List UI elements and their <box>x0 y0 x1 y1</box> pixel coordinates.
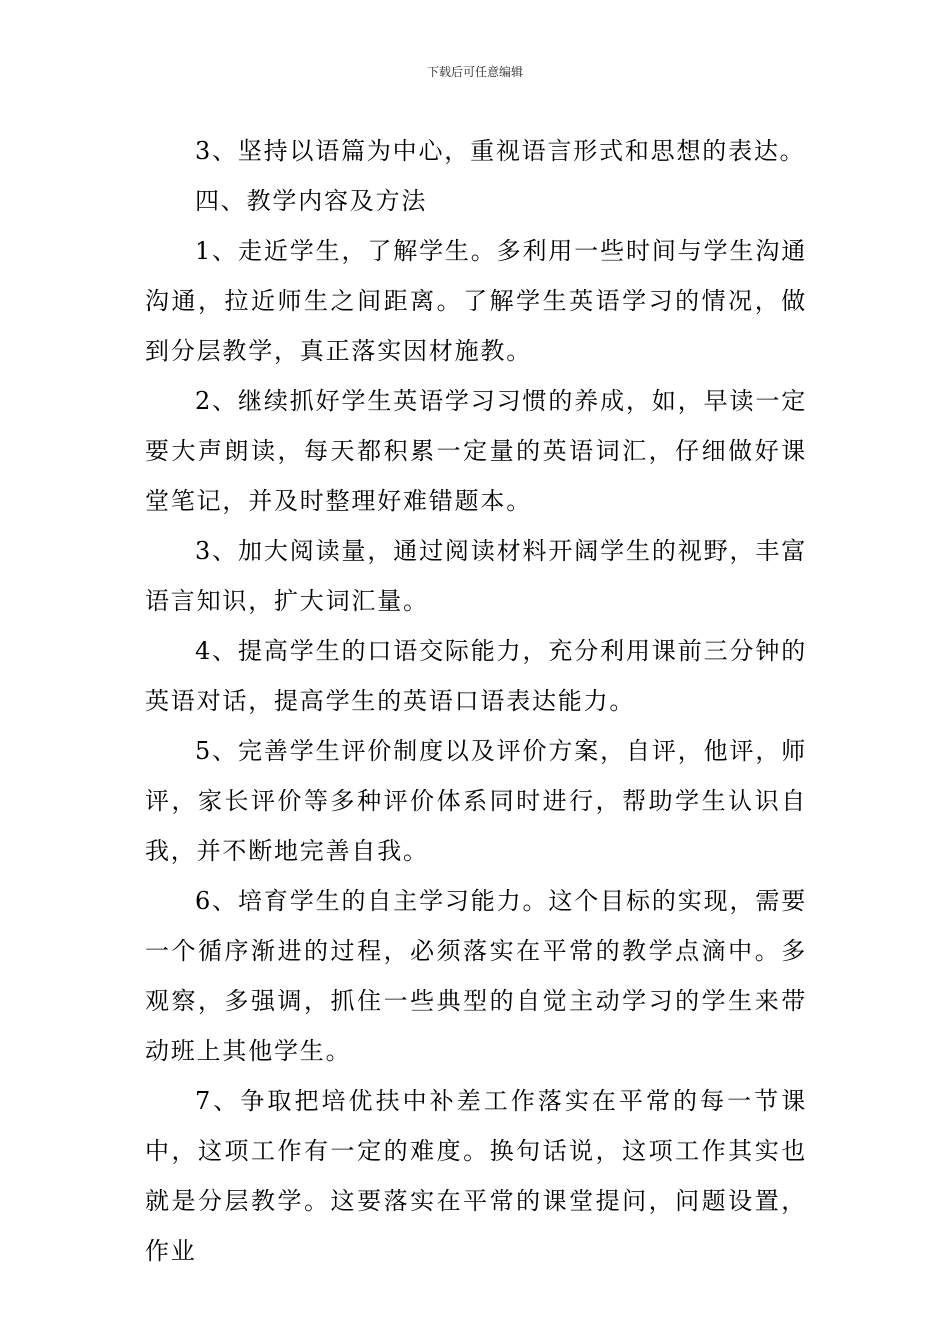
paragraph: 4、提高学生的口语交际能力，充分利用课前三分钟的英语对话，提高学生的英语口语表达能力。 <box>145 637 807 715</box>
document-body <box>145 126 807 1276</box>
paragraph: 3、加大阅读量，通过阅读材料开阔学生的视野，丰富语言知识，扩大词汇量。 <box>145 537 807 615</box>
paragraph: 6、培育学生的自主学习能力。这个目标的实现，需要一个循序渐进的过程，必须落实在平常的教学点滴中。多观察，多强调，抓住一些典型的自觉主动学习的学生来带动班上其他学生。 <box>145 887 807 1065</box>
paragraph: 7、争取把培优扶中补差工作落实在平常的每一节课中，这项工作有一定的难度。换句话说，这项工作其实也就是分层教学。这要落实在平常的课堂提问，问题设置，作业 <box>145 1087 807 1265</box>
page-header: 下载后可任意编辑 <box>426 65 523 79</box>
paragraph: 2、继续抓好学生英语学习习惯的养成，如，早读一定要大声朗读，每天都积累一定量的英语词汇，仔细做好课堂笔记，并及时整理好难错题本。 <box>145 387 807 515</box>
paragraph: 3、坚持以语篇为中心，重视语言形式和思想的表达。 <box>195 137 806 165</box>
paragraph: 1、走近学生，了解学生。多利用一些时间与学生沟通沟通，拉近师生之间距离。了解学生英语学习的情况，做到分层教学，真正落实因材施教。 <box>145 237 807 365</box>
section-heading: 四、教学内容及方法 <box>195 187 428 215</box>
paragraph: 5、完善学生评价制度以及评价方案，自评，他评，师评，家长评价等多种评价体系同时进行，帮助学生认识自我，并不断地完善自我。 <box>145 737 807 865</box>
